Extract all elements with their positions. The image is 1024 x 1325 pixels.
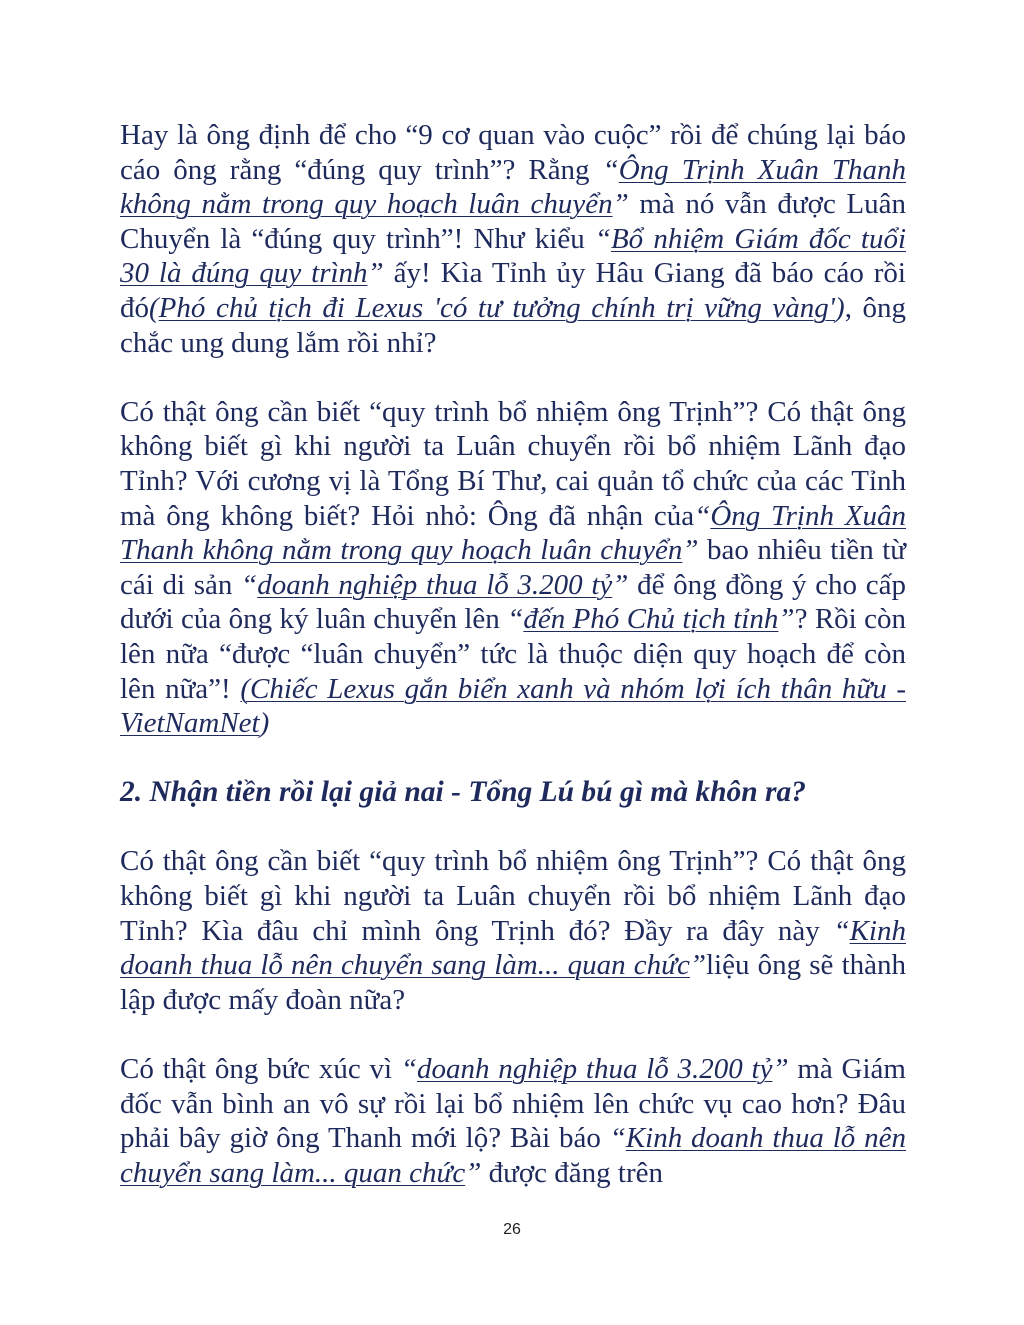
text-run: được đăng trên [481,1156,663,1189]
link-business-loss-official[interactable]: Kinh doanh thua lỗ nên chuyển sang làm... quan chức [120,1122,907,1189]
text-run: Có thật ông cần biết “quy trình bổ nhiệm ông Trịnh”? Có thật ông không biết gì khi người ta Luân chuyển rồi bổ nhiệm Lãnh đạo Tỉnh? Với cương vị là Tổng Bí Thư, cai quản tổ chức của các Tỉnh mà ông không biết? Hỏi nhỏ: Ông đã nhận của [120,395,906,532]
paragraph-1 [120,118,906,360]
paragraph-gap [120,360,906,395]
text-run: Hay là ông định để cho “9 cơ quan vào cuộc” rồi để chúng lại báo cáo ông rằng “đúng quy trình”? Rằng [120,119,906,186]
quote-mark: “ [694,499,711,532]
text-run: Có thật ông cần biết “quy trình bổ nhiệm ông Trịnh”? Có thật ông không biết gì khi người ta Luân chuyển rồi bổ nhiệm Lãnh đạo Tỉnh? Kìa đâu chỉ mình ông Trịnh đó? Đầy ra đây này [120,845,906,947]
text-run: mà nó vẫn được Luân Chuyển là “đúng quy trình”! Như kiểu [120,188,907,255]
paragraph-gap [120,810,906,845]
text-run: mà Giám đốc vẫn bình an vô sự rồi lại bổ nhiệm lên chức vụ cao hơn? Đâu phải bây giờ ông Thanh mới lộ? Bài báo [120,1053,906,1155]
text-run: liệu ông sẽ thành lập được mấy đoàn nữa? [120,949,907,1016]
paren-close: ) [259,707,270,740]
text-run: để ông đồng ý cho cấp dưới của ông ký luân chuyển lên [120,568,906,636]
quote-mark: “ [594,222,611,255]
link-loss-3200-billion[interactable]: doanh nghiệp thua lỗ 3.200 tỷ [417,1053,773,1086]
paragraph-3 [120,844,906,1017]
link-trinh-xuan-thanh-not-planned[interactable]: Ông Trịnh Xuân Thanh không nằm trong quy hoạch luân chuyển [120,153,906,221]
text-run: Có thật ông bức xúc vì [120,1053,401,1086]
link-business-loss-official[interactable]: Kinh doanh thua lỗ nên chuyển sang làm... quan chức [120,914,906,982]
quote-mark: ” [367,257,384,290]
quote-mark: “ [602,153,619,186]
quote-mark: ” [682,534,699,567]
quote-mark: ” [778,603,795,636]
link-vice-chairman-lexus[interactable]: Phó chủ tịch đi Lexus 'có tư tưởng chính trị vững vàng' [158,291,836,324]
paragraph-gap [120,741,906,776]
quote-mark: “ [241,568,258,601]
text-run: bao nhiêu tiền từ cái di sản [120,534,907,601]
link-lexus-vietnamnet[interactable]: (Chiếc Lexus gắn biển xanh và nhóm lợi ích thân hữu - VietNamNet [120,672,906,740]
document-body [120,118,906,1190]
link-director-age-30[interactable]: Bổ nhiệm Giám đốc tuổi 30 là đúng quy trình [120,222,907,290]
quote-mark: ” [772,1053,789,1086]
quote-mark: “ [833,914,850,947]
text-run: , ông chắc ung dung lắm rồi nhỉ? [120,291,906,359]
quote-mark: “ [609,1122,626,1155]
paren-open: ( [149,291,159,324]
quote-mark: ” [612,188,629,221]
link-trinh-xuan-thanh-not-planned[interactable]: Ông Trịnh Xuân Thanh không nằm trong quy hoạch luân chuyển [120,499,907,567]
section-heading: 2. Nhận tiền rồi lại giả nai - Tổng Lú bú gì mà khôn ra? [120,776,807,809]
paragraph-2 [120,395,906,741]
quote-mark: ” [689,949,706,982]
quote-mark: “ [507,603,524,636]
text-run: ? Rồi còn lên nữa “được “luân chuyển” tức là thuộc diện quy hoạch để còn lên nữa”! [120,603,906,705]
link-vice-chairman-province[interactable]: đến Phó Chủ tịch tỉnh [523,603,779,636]
quote-mark: ” [465,1156,482,1189]
quote-mark: “ [400,1053,417,1086]
page-number: 26 [503,1221,521,1238]
quote-mark: ” [612,568,629,601]
link-loss-3200-billion[interactable]: doanh nghiệp thua lỗ 3.200 tỷ [257,568,613,601]
text-run: ấy! Kìa Tỉnh ủy Hâu Giang đã báo cáo rồi đó [120,257,906,324]
paren-close: ) [835,291,845,324]
paragraph-4 [120,1052,906,1190]
paragraph-gap [120,1017,906,1052]
